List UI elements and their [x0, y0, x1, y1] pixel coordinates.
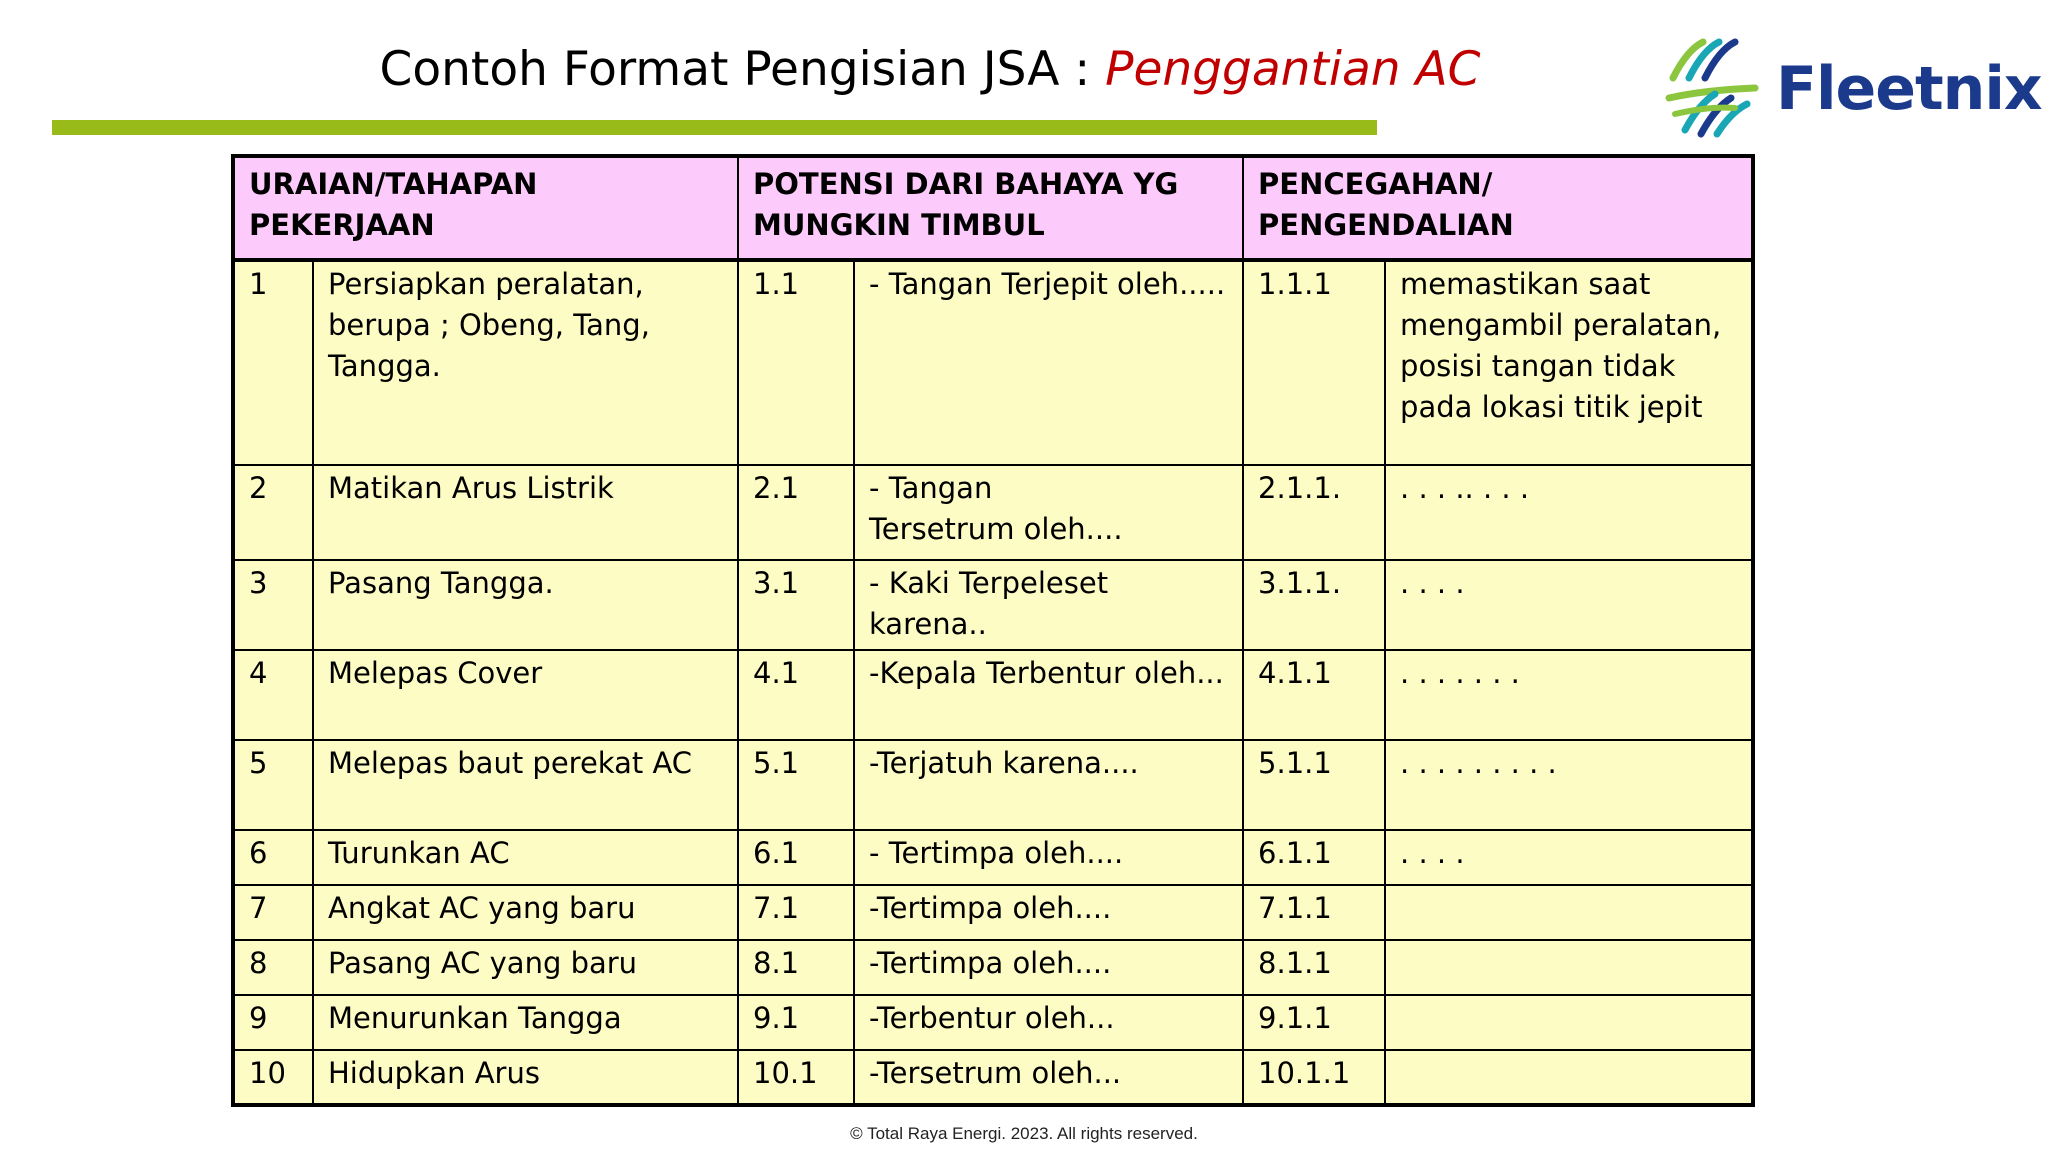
hazard-cell: - Tangan Terjepit oleh.....	[854, 260, 1243, 465]
title-accent: Penggantian AC	[1105, 42, 1481, 97]
hazard-cell: -Terbentur oleh...	[854, 995, 1243, 1050]
hazard-cell: -Kepala Terbentur oleh...	[854, 650, 1243, 740]
header-potensi-bahaya: POTENSI DARI BAHAYA YG MUNGKIN TIMBUL	[738, 156, 1243, 260]
control-number: 10.1.1	[1243, 1050, 1385, 1105]
row-number: 7	[233, 885, 313, 940]
hazard-number: 6.1	[738, 830, 854, 885]
hazard-number: 2.1	[738, 465, 854, 560]
task-cell: Matikan Arus Listrik	[313, 465, 738, 560]
hazard-cell: -Tersetrum oleh...	[854, 1050, 1243, 1105]
row-number: 6	[233, 830, 313, 885]
control-cell: . . . . . . . . .	[1385, 740, 1753, 830]
hazard-cell: - Tangan Tersetrum oleh....	[854, 465, 1243, 560]
jsa-table	[231, 154, 1755, 1107]
row-number: 3	[233, 560, 313, 650]
control-cell: . . . .	[1385, 560, 1753, 650]
control-number: 3.1.1.	[1243, 560, 1385, 650]
task-cell: Pasang Tangga.	[313, 560, 738, 650]
row-number: 8	[233, 940, 313, 995]
row-number: 10	[233, 1050, 313, 1105]
hazard-cell: -Terjatuh karena....	[854, 740, 1243, 830]
task-cell: Hidupkan Arus	[313, 1050, 738, 1105]
hazard-number: 7.1	[738, 885, 854, 940]
control-cell: . . . . . . .	[1385, 650, 1753, 740]
control-number: 1.1.1	[1243, 260, 1385, 465]
control-number: 5.1.1	[1243, 740, 1385, 830]
logo-wordmark: Fleetnix	[1776, 54, 2042, 124]
table-row	[233, 260, 1753, 465]
row-number: 1	[233, 260, 313, 465]
table-row	[233, 1050, 1753, 1105]
control-cell	[1385, 885, 1753, 940]
copyright-footer: © Total Raya Energi. 2023. All rights reserved.	[850, 1124, 1198, 1143]
control-number: 9.1.1	[1243, 995, 1385, 1050]
control-number: 7.1.1	[1243, 885, 1385, 940]
title-main: Contoh Format Pengisian JSA :	[379, 42, 1106, 97]
hazard-number: 10.1	[738, 1050, 854, 1105]
table-row	[233, 995, 1753, 1050]
hazard-cell: - Tertimpa oleh....	[854, 830, 1243, 885]
control-cell: . . . .. . . .	[1385, 465, 1753, 560]
control-number: 2.1.1.	[1243, 465, 1385, 560]
table-row	[233, 885, 1753, 940]
task-cell: Melepas baut perekat AC	[313, 740, 738, 830]
hazard-number: 9.1	[738, 995, 854, 1050]
control-cell	[1385, 940, 1753, 995]
control-cell	[1385, 995, 1753, 1050]
control-number: 6.1.1	[1243, 830, 1385, 885]
table-header-row	[233, 156, 1753, 260]
hazard-cell: -Tertimpa oleh....	[854, 940, 1243, 995]
task-cell: Menurunkan Tangga	[313, 995, 738, 1050]
control-number: 8.1.1	[1243, 940, 1385, 995]
control-number: 4.1.1	[1243, 650, 1385, 740]
hazard-number: 3.1	[738, 560, 854, 650]
task-cell: Angkat AC yang baru	[313, 885, 738, 940]
table-row	[233, 560, 1753, 650]
task-cell: Pasang AC yang baru	[313, 940, 738, 995]
control-cell: . . . .	[1385, 830, 1753, 885]
header-uraian: URAIAN/TAHAPAN PEKERJAAN	[233, 156, 738, 260]
table-row	[233, 465, 1753, 560]
hazard-number: 1.1	[738, 260, 854, 465]
task-cell: Persiapkan peralatan, berupa ; Obeng, Tang, Tangga.	[313, 260, 738, 465]
hazard-cell: - Kaki Terpeleset karena..	[854, 560, 1243, 650]
hazard-number: 4.1	[738, 650, 854, 740]
row-number: 2	[233, 465, 313, 560]
hazard-number: 8.1	[738, 940, 854, 995]
hazard-number: 5.1	[738, 740, 854, 830]
table-row	[233, 650, 1753, 740]
row-number: 4	[233, 650, 313, 740]
table-row	[233, 740, 1753, 830]
title-underline-bar	[52, 120, 1377, 135]
task-cell: Melepas Cover	[313, 650, 738, 740]
table-row	[233, 940, 1753, 995]
hazard-cell: -Tertimpa oleh....	[854, 885, 1243, 940]
control-cell: memastikan saat mengambil peralatan, posisi tangan tidak pada lokasi titik jepit	[1385, 260, 1753, 465]
task-cell: Turunkan AC	[313, 830, 738, 885]
header-pencegahan: PENCEGAHAN/ PENGENDALIAN	[1243, 156, 1753, 260]
page-title	[0, 42, 1860, 97]
table-row	[233, 830, 1753, 885]
row-number: 9	[233, 995, 313, 1050]
control-cell	[1385, 1050, 1753, 1105]
row-number: 5	[233, 740, 313, 830]
